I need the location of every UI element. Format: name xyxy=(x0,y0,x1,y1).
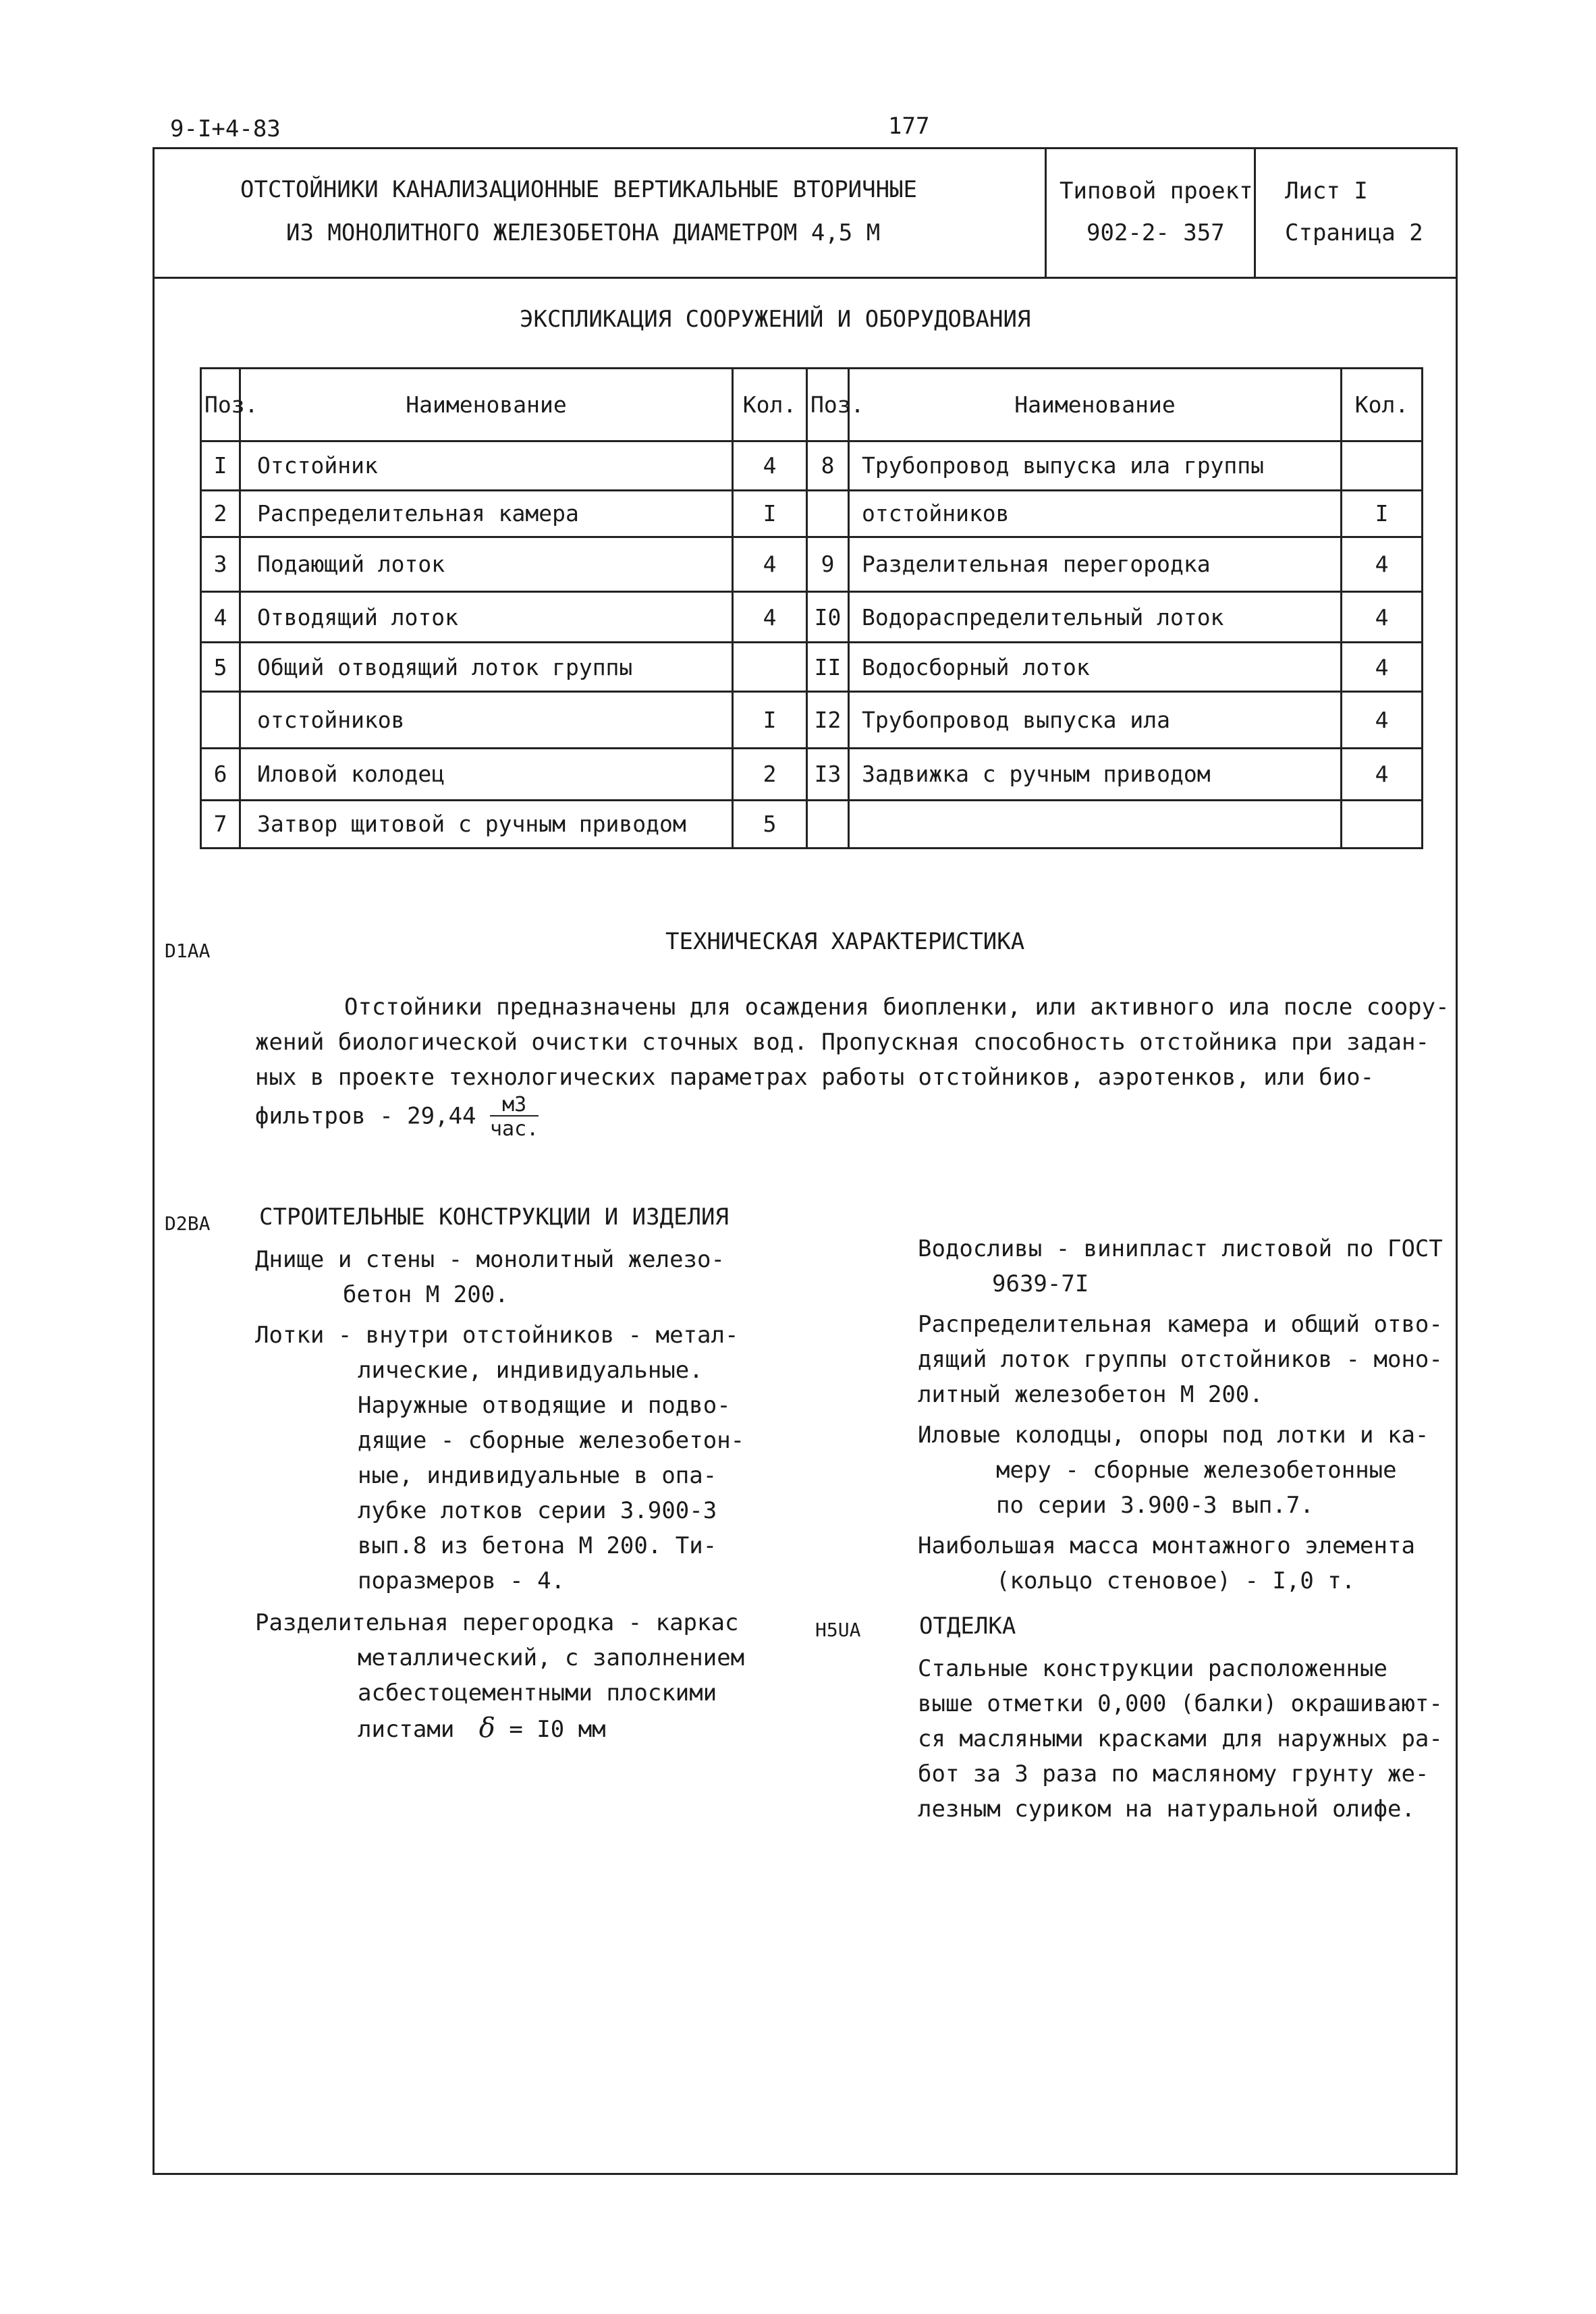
explication-title: ЭКСПЛИКАЦИЯ СООРУЖЕНИЙ И ОБОРУДОВАНИЯ xyxy=(520,306,1031,333)
project-label: Типовой проект xyxy=(1060,178,1253,205)
title-line-1: ОТСТОЙНИКИ КАНАЛИЗАЦИОННЫЕ ВЕРТИКАЛЬНЫЕ ВТОРИЧНЫЕ xyxy=(240,176,918,203)
cell-qty: 4 xyxy=(1342,748,1423,800)
cell-pos: 4 xyxy=(201,592,240,643)
cell-name: Распределительная камера xyxy=(240,490,733,537)
header-qty-2: Кол. xyxy=(1342,369,1423,441)
construct-right-line: Иловые колодцы, опоры под лотки и ка- xyxy=(918,1422,1429,1449)
construct-right-line: Наибольшая масса монтажного элемента xyxy=(918,1532,1415,1559)
cell-name xyxy=(849,800,1342,848)
construct-right-line: по серии 3.900-3 вып.7. xyxy=(996,1492,1314,1519)
cell-name: отстойников xyxy=(849,490,1342,537)
cell-qty: I xyxy=(733,692,807,748)
cell-name: отстойников xyxy=(240,692,733,748)
table-row xyxy=(201,537,1423,591)
construct-left-line: Днище и стены - монолитный железо- xyxy=(255,1246,725,1273)
header-name-2: Наименование xyxy=(849,369,1342,441)
cell-pos xyxy=(807,800,849,848)
cell-pos: 6 xyxy=(201,748,240,800)
delta-symbol: δ xyxy=(478,1713,495,1744)
cell-pos: 8 xyxy=(807,441,849,490)
construct-left-line-last xyxy=(358,1711,606,1747)
cell-qty: 4 xyxy=(1342,643,1423,692)
title-block-sep-1 xyxy=(1045,147,1047,278)
finish-line: лезным суриком на натуральной олифе. xyxy=(918,1796,1415,1823)
cell-name: Водораспределительный лоток xyxy=(849,592,1342,643)
construct-left-line: Разделительная перегородка - каркас xyxy=(255,1609,739,1636)
construct-left-line: лубке лотков серии 3.900-3 xyxy=(358,1497,717,1524)
cell-name: Задвижка с ручным приводом xyxy=(849,748,1342,800)
marker-d2ba: D2BA xyxy=(165,1212,211,1235)
cell-pos xyxy=(807,490,849,537)
finish-line: выше отметки 0,000 (балки) окрашивают- xyxy=(918,1690,1443,1717)
cell-pos xyxy=(201,692,240,748)
cell-pos: 3 xyxy=(201,537,240,591)
finish-line: ся масляными красками для наружных ра- xyxy=(918,1725,1443,1752)
construct-right-line: меру - сборные железобетонные xyxy=(996,1457,1397,1484)
construct-right-line: Водосливы - винипласт листовой по ГОСТ xyxy=(918,1235,1443,1262)
cell-qty: 4 xyxy=(733,592,807,643)
tech-title: ТЕХНИЧЕСКАЯ ХАРАКТЕРИСТИКА xyxy=(665,928,1025,955)
construct-left-line: Лотки - внутри отстойников - метал- xyxy=(255,1322,739,1349)
marker-h5ua: H5UA xyxy=(815,1619,861,1641)
tech-line-2: жений биологической очистки сточных вод. Пропускная способность отстойника при задан- xyxy=(255,1029,1429,1056)
tech-line-1: Отстойники предназначены для осаждения биопленки, или активного ила после соору- xyxy=(344,994,1450,1021)
cell-pos: 5 xyxy=(201,643,240,692)
title-block-sep-2 xyxy=(1254,147,1256,278)
cell-pos: 7 xyxy=(201,800,240,848)
table-row xyxy=(201,441,1423,490)
header-qty-1: Кол. xyxy=(733,369,807,441)
cell-qty: I xyxy=(1342,490,1423,537)
construct-right-line: (кольцо стеновое) - I,0 т. xyxy=(996,1567,1356,1594)
cell-pos: I xyxy=(201,441,240,490)
page-number: 177 xyxy=(888,113,930,140)
cell-pos: II xyxy=(807,643,849,692)
table-row xyxy=(201,643,1423,692)
cell-name: Водосборный лоток xyxy=(849,643,1342,692)
cell-name: Подающий лоток xyxy=(240,537,733,591)
sheet-label: Лист I xyxy=(1285,178,1368,205)
marker-d1aa: D1AA xyxy=(165,940,211,962)
construct-right-line: дящий лоток группы отстойников - моно- xyxy=(918,1346,1443,1373)
construct-left-line: лические, индивидуальные. xyxy=(358,1357,703,1384)
construct-right-line: литный железобетон М 200. xyxy=(918,1381,1263,1408)
page-label: Страница 2 xyxy=(1285,219,1423,246)
construct-left-line: Наружные отводящие и подво- xyxy=(358,1392,731,1419)
cell-name: Трубопровод выпуска ила группы xyxy=(849,441,1342,490)
construct-right-line: Распределительная камера и общий отво- xyxy=(918,1311,1443,1338)
cell-qty: 4 xyxy=(1342,592,1423,643)
header-pos-1: Поз. xyxy=(201,369,240,441)
doc-code: 9-I+4-83 xyxy=(170,115,281,142)
cell-qty: 5 xyxy=(733,800,807,848)
finish-line: бот за 3 раза по масляному грунту же- xyxy=(918,1760,1429,1787)
cell-qty: 4 xyxy=(733,441,807,490)
finish-line: Стальные конструкции расположенные xyxy=(918,1655,1387,1682)
cell-qty: I xyxy=(733,490,807,537)
finish-title: ОТДЕЛКА xyxy=(919,1613,1016,1640)
cell-name: Общий отводящий лоток группы xyxy=(240,643,733,692)
cell-qty xyxy=(1342,441,1423,490)
table-row xyxy=(201,692,1423,748)
cell-name: Разделительная перегородка xyxy=(849,537,1342,591)
construct-left-line: металлический, с заполнением xyxy=(358,1644,745,1671)
cell-pos: 9 xyxy=(807,537,849,591)
title-block-divider xyxy=(153,277,1458,279)
explication-table xyxy=(200,367,1423,849)
cell-qty: 4 xyxy=(1342,692,1423,748)
project-number: 902-2- 357 xyxy=(1086,219,1225,246)
cell-name: Отстойник xyxy=(240,441,733,490)
construct-right-line: 9639-7I xyxy=(992,1270,1089,1297)
cell-name: Иловой колодец xyxy=(240,748,733,800)
table-row xyxy=(201,592,1423,643)
cell-qty: 2 xyxy=(733,748,807,800)
cell-pos: I0 xyxy=(807,592,849,643)
table-row xyxy=(201,800,1423,848)
sheets-label: листами xyxy=(358,1716,455,1743)
construct-left-line: бетон М 200. xyxy=(343,1281,509,1308)
title-line-2: ИЗ МОНОЛИТНОГО ЖЕЛЕЗОБЕТОНА ДИАМЕТРОМ 4,5 М xyxy=(286,219,881,246)
cell-pos: I3 xyxy=(807,748,849,800)
tech-line-3: ных в проекте технологических параметрах работы отстойников, аэротенков, или био- xyxy=(255,1064,1375,1091)
construct-left-line: поразмеров - 4. xyxy=(358,1567,566,1594)
table-row xyxy=(201,490,1423,537)
tech-line-4 xyxy=(255,1095,539,1139)
cell-pos: I2 xyxy=(807,692,849,748)
table-header-row xyxy=(201,369,1423,441)
construct-left-line: вып.8 из бетона М 200. Ти- xyxy=(358,1532,717,1559)
cell-qty xyxy=(733,643,807,692)
thickness-value: = I0 мм xyxy=(509,1716,606,1743)
cell-name: Трубопровод выпуска ила xyxy=(849,692,1342,748)
cell-name: Отводящий лоток xyxy=(240,592,733,643)
cell-qty xyxy=(1342,800,1423,848)
unit-denominator: час. xyxy=(490,1117,539,1141)
header-pos-2: Поз. xyxy=(807,369,849,441)
tech-capacity: фильтров - 29,44 xyxy=(255,1102,476,1130)
cell-pos: 2 xyxy=(201,490,240,537)
construct-left-line: дящие - сборные железобетон- xyxy=(358,1427,745,1454)
construct-title: СТРОИТЕЛЬНЫЕ КОНСТРУКЦИИ И ИЗДЕЛИЯ xyxy=(259,1204,729,1231)
table-row xyxy=(201,748,1423,800)
cell-qty: 4 xyxy=(733,537,807,591)
unit-numerator: м3 xyxy=(490,1095,539,1116)
header-name-1: Наименование xyxy=(240,369,733,441)
construct-left-line: асбестоцементными плоскими xyxy=(358,1679,717,1706)
cell-qty: 4 xyxy=(1342,537,1423,591)
construct-left-line: ные, индивидуальные в опа- xyxy=(358,1462,717,1489)
cell-name: Затвор щитовой с ручным приводом xyxy=(240,800,733,848)
capacity-unit xyxy=(490,1095,539,1139)
